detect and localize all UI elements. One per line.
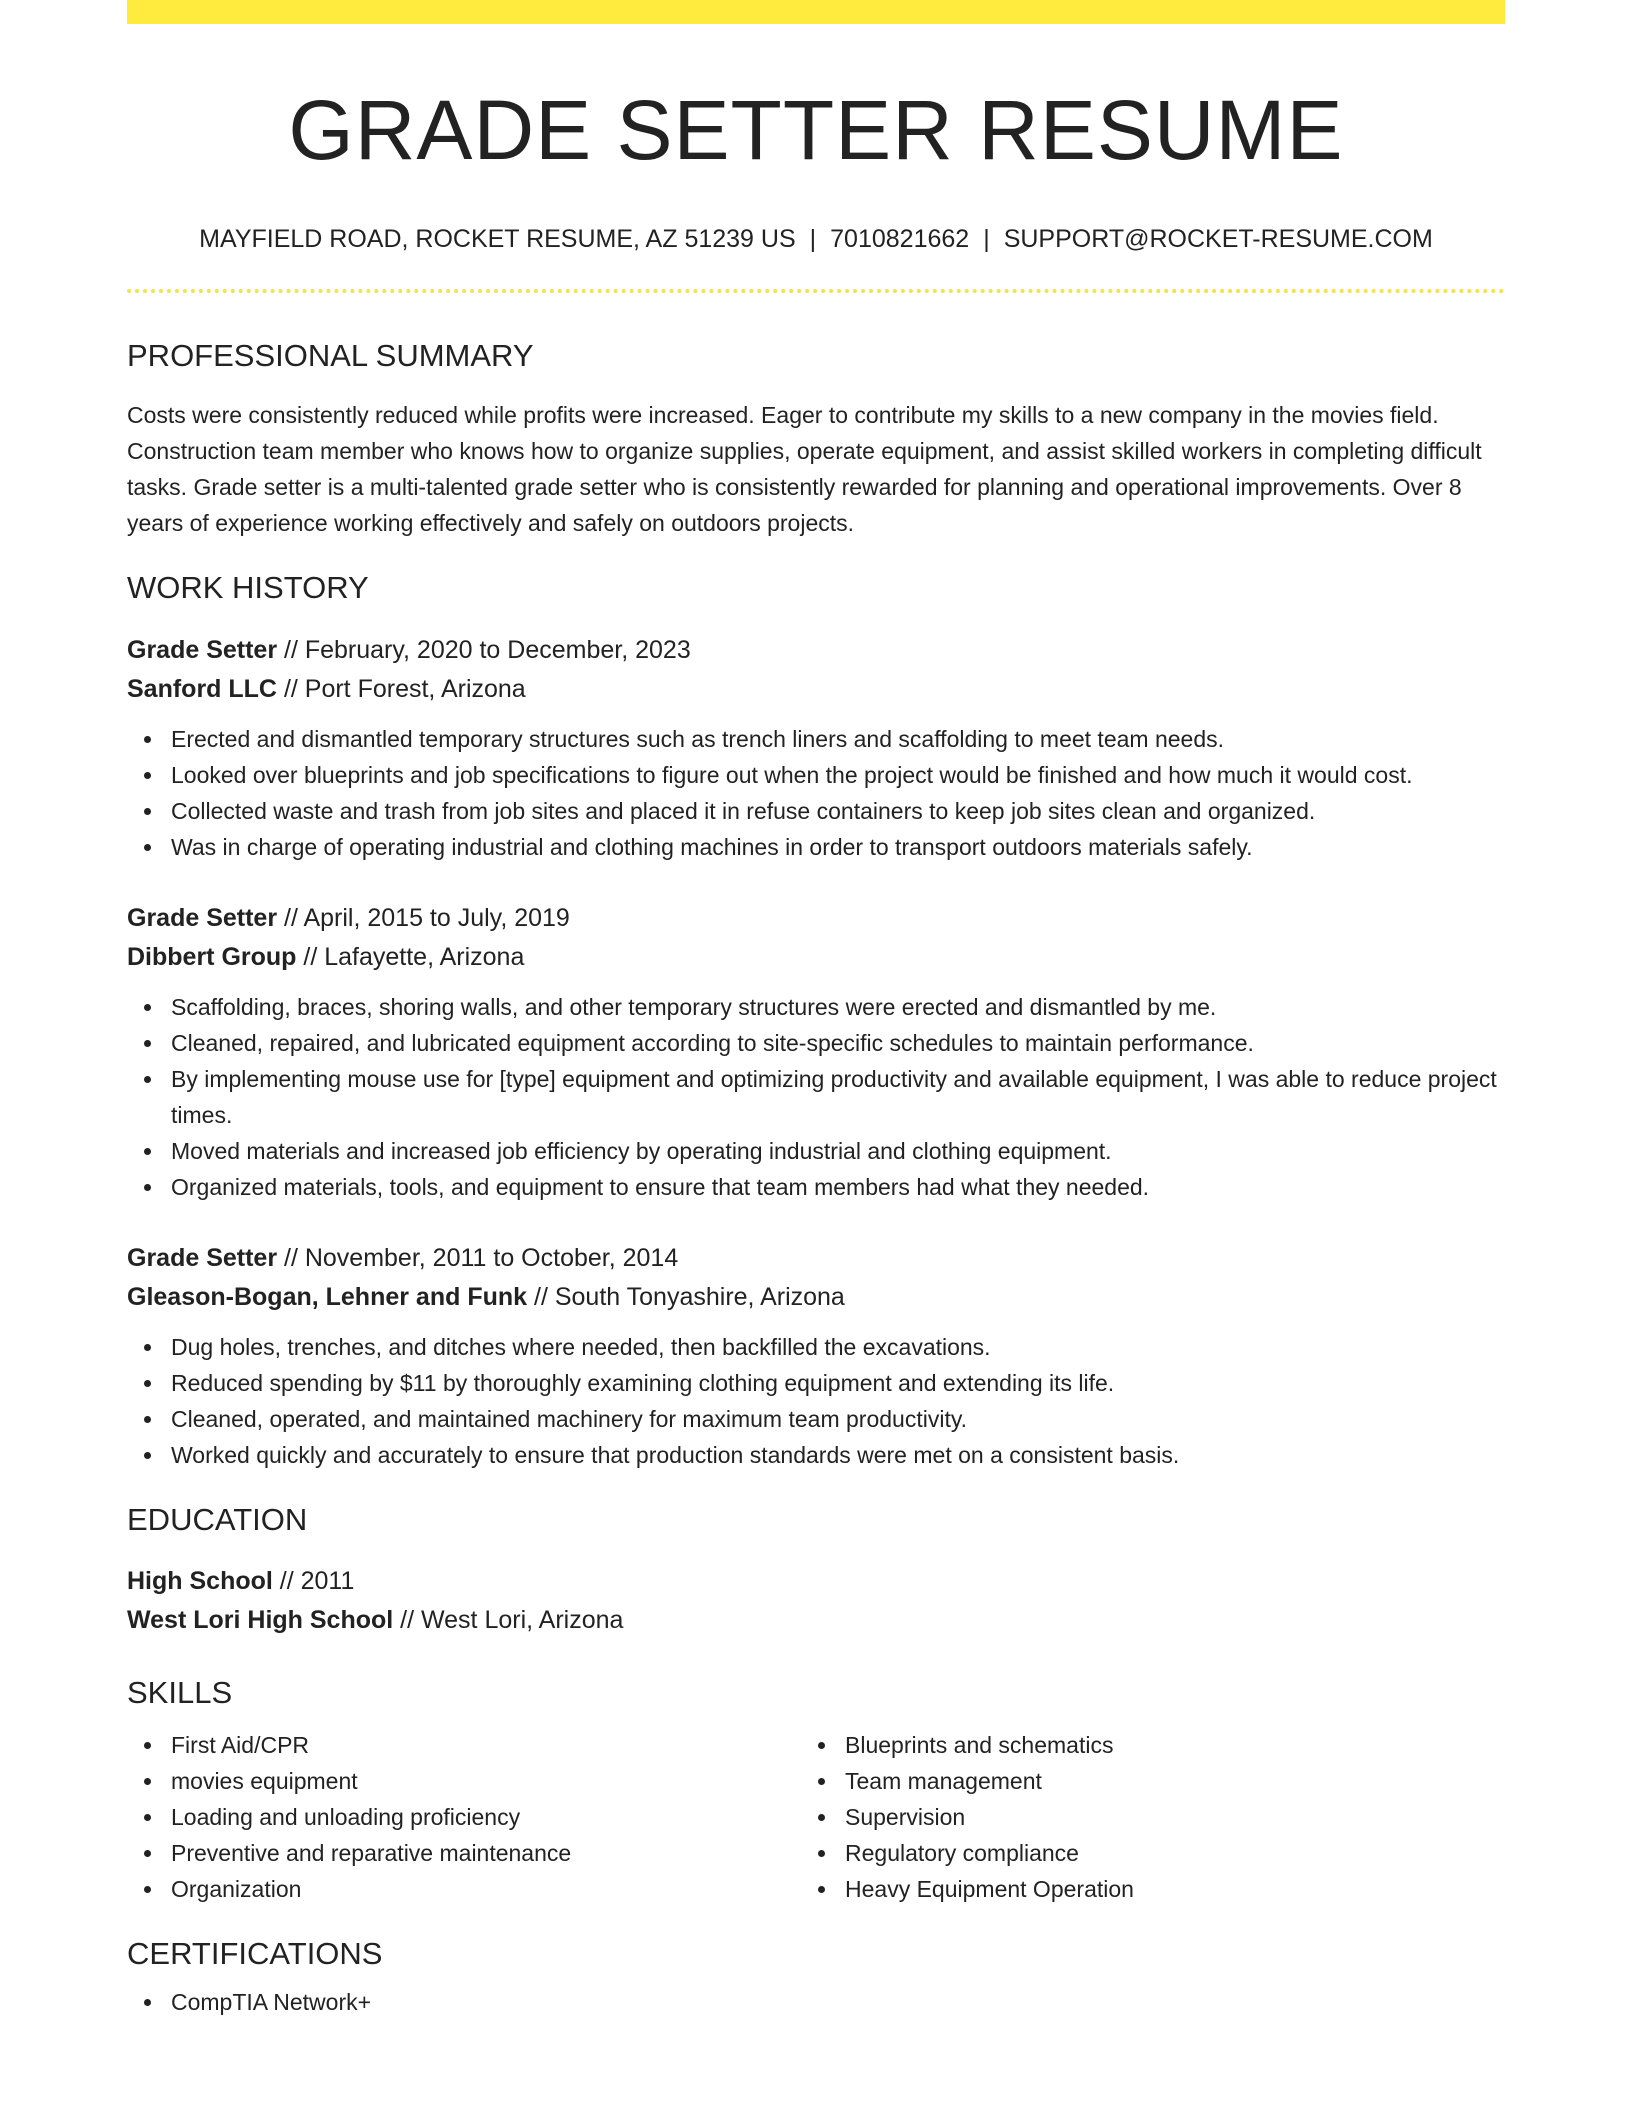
skill-item: Heavy Equipment Operation xyxy=(801,1871,1475,1907)
education-year: // 2011 xyxy=(272,1566,355,1595)
job-bullet: Worked quickly and accurately to ensure that production standards were met on a consistent basis. xyxy=(127,1437,1505,1473)
job-bullets xyxy=(127,721,1505,865)
job-bullet: Erected and dismantled temporary structures such as trench liners and scaffolding to meet team needs. xyxy=(127,721,1505,757)
job-company-line xyxy=(127,1278,1505,1317)
dotted-divider xyxy=(127,289,1505,293)
job-company: Dibbert Group xyxy=(127,942,297,971)
skill-item: movies equipment xyxy=(127,1763,801,1799)
job-company-line xyxy=(127,670,1505,709)
resume-page xyxy=(127,0,1505,2020)
job-location: // Lafayette, Arizona xyxy=(296,942,525,971)
job-entry xyxy=(127,631,1505,865)
job-bullet: Was in charge of operating industrial and clothing machines in order to transport outdoors materials safely. xyxy=(127,829,1505,865)
education-heading: EDUCATION xyxy=(127,1501,308,1537)
job-entry xyxy=(127,899,1505,1205)
job-title-line xyxy=(127,899,1505,938)
resume-title: GRADE SETTER RESUME xyxy=(288,83,1344,177)
education-school: West Lori High School xyxy=(127,1605,394,1634)
contact-separator: | xyxy=(983,224,990,253)
job-bullet: By implementing mouse use for [type] equipment and optimizing productivity and available equipment, I was able to reduce project times. xyxy=(127,1061,1505,1133)
education-school-line xyxy=(127,1601,1505,1640)
job-company: Sanford LLC xyxy=(127,674,277,703)
job-title: Grade Setter xyxy=(127,635,278,664)
skill-item: Blueprints and schematics xyxy=(801,1727,1475,1763)
certifications-heading: CERTIFICATIONS xyxy=(127,1936,383,1972)
contact-line xyxy=(127,223,1505,256)
job-title-line xyxy=(127,1239,1505,1278)
contact-phone: 7010821662 xyxy=(830,224,970,253)
job-dates: // November, 2011 to October, 2014 xyxy=(277,1243,679,1272)
skill-item: First Aid/CPR xyxy=(127,1727,801,1763)
skill-item: Team management xyxy=(801,1763,1475,1799)
job-location: // South Tonyashire, Arizona xyxy=(527,1282,845,1311)
job-bullet: Cleaned, operated, and maintained machinery for maximum team productivity. xyxy=(127,1401,1505,1437)
job-dates: // February, 2020 to December, 2023 xyxy=(277,635,691,664)
summary-text: Costs were consistently reduced while profits were increased. Eager to contribute my skills to a new company in the movies field. Construction team member who knows how to organize supplies, operate equipment, and assist skilled workers in completing difficult tasks. Grade setter is a multi-talented grade setter who is consistently rewarded for planning and operational improvements. Over 8 years of experience working effectively and safely on outdoors projects. xyxy=(127,402,1482,537)
contact-address: MAYFIELD ROAD, ROCKET RESUME, AZ 51239 US xyxy=(199,224,796,253)
job-bullet: Scaffolding, braces, shoring walls, and other temporary structures were erected and dismantled by me. xyxy=(127,989,1505,1025)
skill-item: Loading and unloading proficiency xyxy=(127,1799,801,1835)
job-bullet: Organized materials, tools, and equipment to ensure that team members had what they needed. xyxy=(127,1169,1505,1205)
education-degree-line xyxy=(127,1562,1505,1601)
contact-email: SUPPORT@ROCKET-RESUME.COM xyxy=(1003,224,1433,253)
certification-item: CompTIA Network+ xyxy=(127,1984,1505,2020)
certifications-list xyxy=(127,1984,1505,2020)
job-bullet: Reduced spending by $11 by thoroughly examining clothing equipment and extending its life. xyxy=(127,1365,1505,1401)
job-company-line xyxy=(127,938,1505,977)
job-bullets xyxy=(127,1329,1505,1473)
job-location: // Port Forest, Arizona xyxy=(277,674,526,703)
job-bullet: Collected waste and trash from job sites and placed it in refuse containers to keep job sites clean and organized. xyxy=(127,793,1505,829)
skills-right-list xyxy=(801,1727,1475,1907)
education-location: // West Lori, Arizona xyxy=(393,1605,624,1634)
job-bullet: Cleaned, repaired, and lubricated equipment according to site-specific schedules to maintain performance. xyxy=(127,1025,1505,1061)
job-bullets xyxy=(127,989,1505,1205)
skill-item: Supervision xyxy=(801,1799,1475,1835)
job-company: Gleason-Bogan, Lehner and Funk xyxy=(127,1282,528,1311)
work-history-heading: WORK HISTORY xyxy=(127,570,369,606)
job-bullet: Moved materials and increased job efficiency by operating industrial and clothing equipment. xyxy=(127,1133,1505,1169)
job-dates: // April, 2015 to July, 2019 xyxy=(277,903,570,932)
job-entry xyxy=(127,1239,1505,1473)
skill-item: Organization xyxy=(127,1871,801,1907)
job-title: Grade Setter xyxy=(127,1243,278,1272)
education-degree: High School xyxy=(127,1566,273,1595)
job-title-line xyxy=(127,631,1505,670)
skills-left-list xyxy=(127,1727,801,1907)
skills-columns xyxy=(127,1727,1505,1907)
education-entry xyxy=(127,1562,1505,1640)
summary-heading: PROFESSIONAL SUMMARY xyxy=(127,338,534,374)
job-bullet: Dug holes, trenches, and ditches where needed, then backfilled the excavations. xyxy=(127,1329,1505,1365)
skills-heading: SKILLS xyxy=(127,1674,233,1710)
job-bullet: Looked over blueprints and job specifications to figure out when the project would be finished and how much it would cost. xyxy=(127,757,1505,793)
top-accent-bar xyxy=(127,0,1505,24)
job-title: Grade Setter xyxy=(127,903,278,932)
skill-item: Regulatory compliance xyxy=(801,1835,1475,1871)
contact-separator: | xyxy=(809,224,817,253)
skill-item: Preventive and reparative maintenance xyxy=(127,1835,801,1871)
